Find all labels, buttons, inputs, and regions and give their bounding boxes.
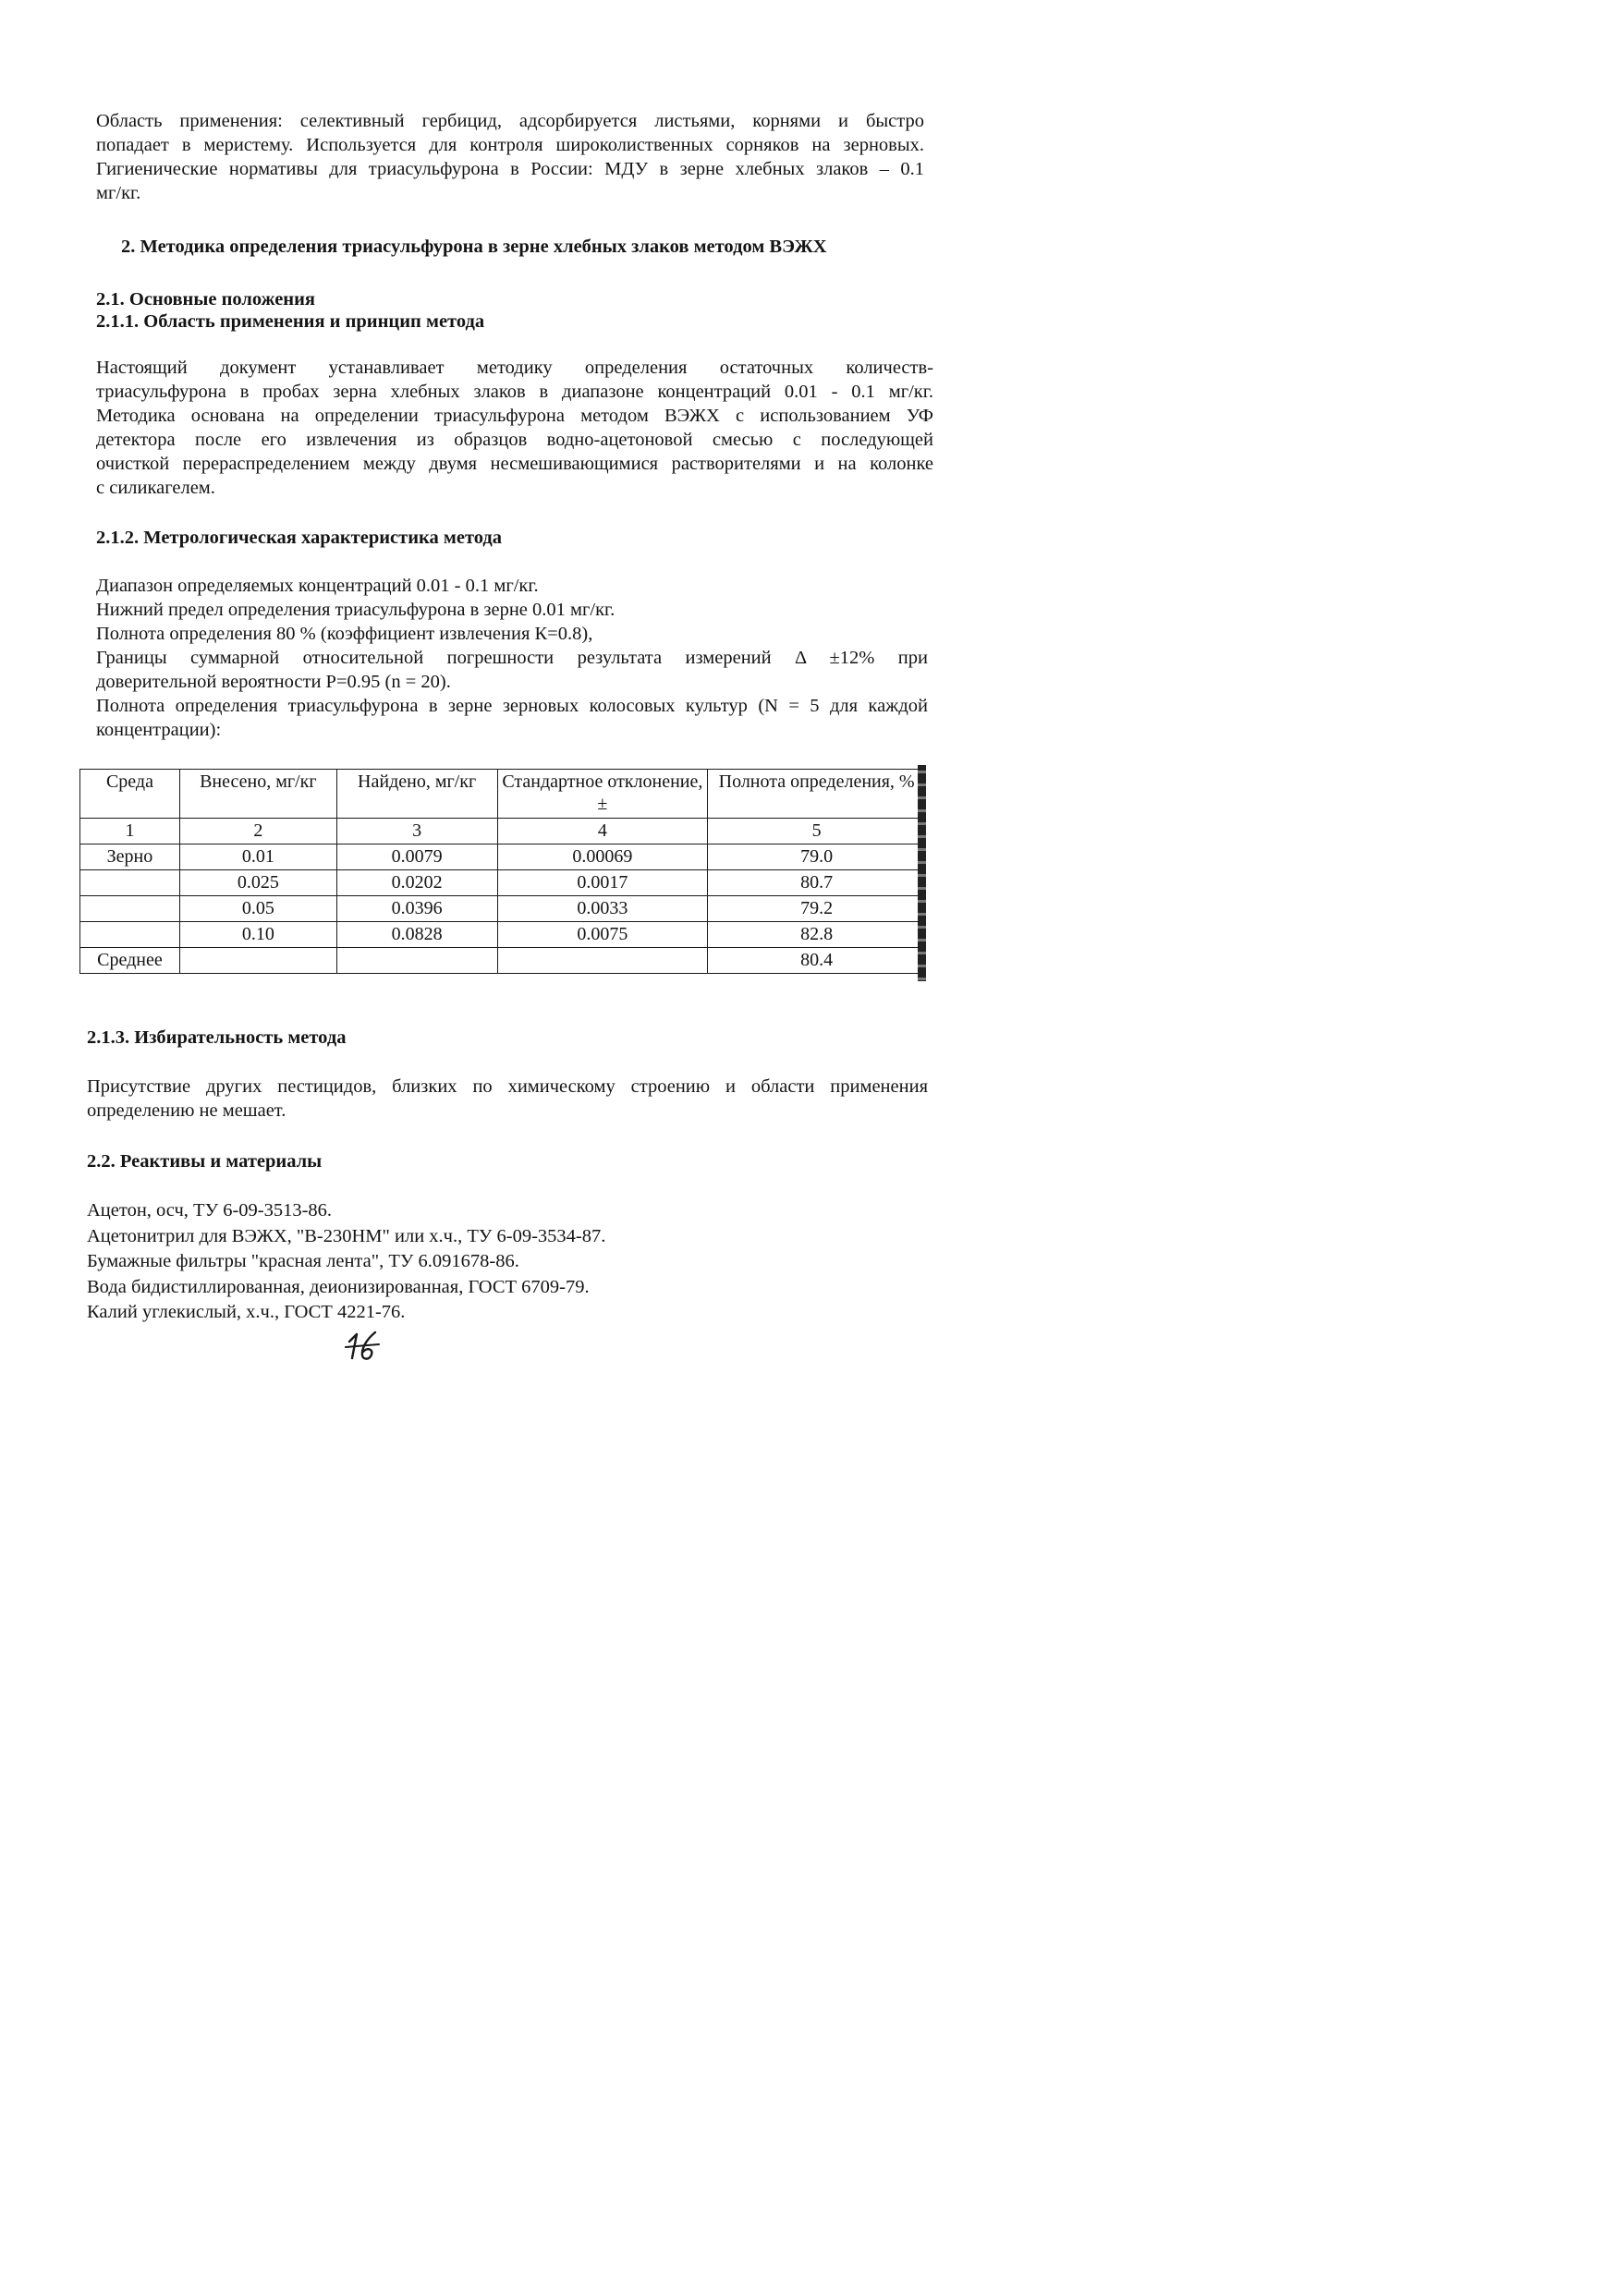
text-line: с силикагелем. [96,478,215,498]
table-cell: 0.0033 [497,896,708,922]
text-line: Нижний предел определения триасульфурона в зерне 0.01 мг/кг. [96,600,615,620]
table-cell: 0.0828 [336,922,497,948]
text-line: концентрации): [96,720,222,740]
table-header-row [80,770,926,819]
table-cell: 0.00069 [497,844,708,870]
table-cell: 0.0396 [336,896,497,922]
text-line: Настоящий документ устанавливает методику определения остаточных количеств- [96,358,933,378]
header-cell: Стандартное отклонение, ± [497,770,708,819]
table-cell: 0.05 [179,896,336,922]
table-cell: 0.0079 [336,844,497,870]
text-line: Присутствие других пестицидов, близких по химическому строению и области применения [87,1076,928,1097]
table-cell: 79.2 [708,896,926,922]
table-cell [497,948,708,974]
page-number [342,1329,388,1366]
table-row-average [80,948,926,974]
list-item: Бумажные фильтры "красная лента", ТУ 6.091678-86. [87,1251,519,1271]
section-2-1-3-heading: 2.1.3. Избирательность метода [87,1027,347,1048]
column-number: 3 [336,819,497,844]
list-item: Вода бидистиллированная, деионизированная, ГОСТ 6709-79. [87,1276,590,1297]
section-2-heading: 2. Методика определения триасульфурона в зерне хлебных злаков методом ВЭЖХ [121,237,827,257]
scan-edge-artifact [918,765,926,981]
intro-line: попадает в меристему. Используется для контроля широколиственных сорняков на зерновых. [96,135,924,155]
table-cell: 80.4 [708,948,926,974]
header-cell: Среда [80,770,180,819]
text-line: определению не мешает. [87,1100,286,1121]
column-number: 2 [179,819,336,844]
text-line: Полнота определения 80 % (коэффициент извлечения К=0.8), [96,624,593,644]
text-line: Методика основана на определении триасульфурона методом ВЭЖХ с использованием УФ [96,406,933,426]
header-cell: Найдено, мг/кг [336,770,497,819]
column-number: 1 [80,819,180,844]
table-cell: Зерно [80,844,180,870]
table-cell: 0.10 [179,922,336,948]
table-cell: 0.025 [179,870,336,896]
section-2-1-2-heading: 2.1.2. Метрологическая характеристика метода [96,528,503,548]
intro-line: мг/кг. [96,183,141,203]
table-cell [336,948,497,974]
list-item: Ацетонитрил для ВЭЖХ, "В-230НМ" или х.ч., ТУ 6-09-3534-87. [87,1225,606,1246]
handwritten-page-number [342,1329,388,1366]
text-line: очисткой перераспределением между двумя несмешивающимися растворителями и на колонке [96,454,933,474]
table-cell [179,948,336,974]
column-number-row [80,819,926,844]
text-line: триасульфурона в пробах зерна хлебных злаков в диапазоне концентраций 0.01 - 0.1 мг/кг. [96,382,933,402]
section-2-1-3-paragraph [87,1075,928,1123]
section-2-1-heading: 2.1. Основные положения [96,289,316,310]
table-cell: 0.01 [179,844,336,870]
list-item: Ацетон, осч, ТУ 6-09-3513-86. [87,1200,333,1221]
intro-line: Область применения: селективный гербицид, адсорбируется листьями, корнями и быстро [96,111,924,131]
table-cell: 80.7 [708,870,926,896]
header-cell: Внесено, мг/кг [179,770,336,819]
recovery-table [79,769,926,974]
section-2-1-1-heading: 2.1.1. Область применения и принцип метода [96,311,485,332]
column-number: 4 [497,819,708,844]
table-cell: 0.0075 [497,922,708,948]
section-2-1-2-paragraph [96,574,928,742]
table-cell: 0.0202 [336,870,497,896]
intro-line: Гигиенические нормативы для триасульфурона в России: МДУ в зерне хлебных злаков – 0.1 [96,159,924,179]
text-line: Границы суммарной относительной погрешности результата измерений Δ ±12% при [96,648,928,668]
table-cell: 82.8 [708,922,926,948]
table-cell [80,922,180,948]
table-cell [80,896,180,922]
table-cell: 79.0 [708,844,926,870]
table-row [80,896,926,922]
section-2-2-heading: 2.2. Реактивы и материалы [87,1151,323,1172]
table-row [80,922,926,948]
list-item: Калий углекислый, х.ч., ГОСТ 4221-76. [87,1302,406,1322]
text-line: детектора после его извлечения из образцов водно-ацетоновой смесью с последующей [96,430,933,450]
text-line: Полнота определения триасульфурона в зерне зерновых колосовых культур (N = 5 для каждой [96,696,928,716]
reagents-list [87,1198,826,1326]
table-cell: Среднее [80,948,180,974]
section-2-1-1-paragraph [96,356,933,500]
column-number: 5 [708,819,926,844]
header-cell: Полнота определения, % [708,770,926,819]
table-row [80,844,926,870]
intro-paragraph [96,109,924,205]
table-cell: 0.0017 [497,870,708,896]
text-line: доверительной вероятности Р=0.95 (n = 20). [96,672,451,692]
table-row [80,870,926,896]
table-cell [80,870,180,896]
text-line: Диапазон определяемых концентраций 0.01 - 0.1 мг/кг. [96,576,539,596]
